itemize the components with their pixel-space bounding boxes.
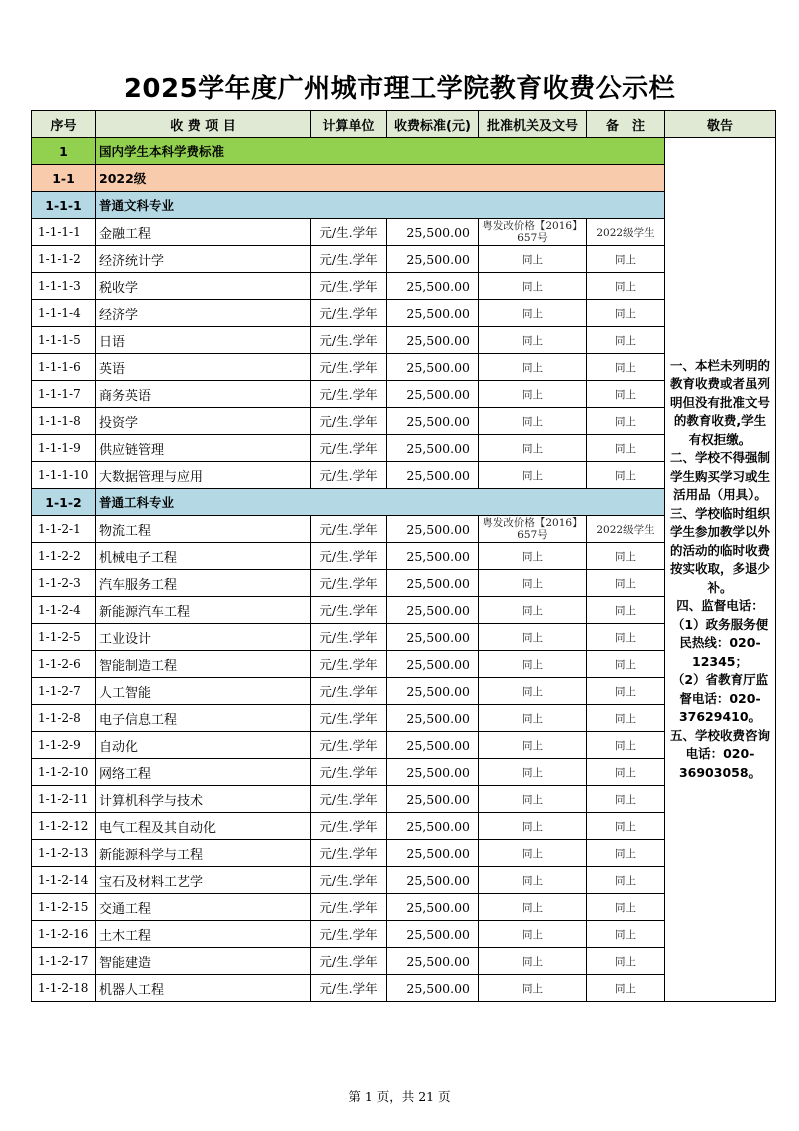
row-number: 1-1-1-6 — [32, 354, 96, 381]
row-unit: 元/生.学年 — [311, 462, 387, 489]
category-no: 1 — [32, 138, 96, 165]
row-item-name: 宝石及材料工艺学 — [96, 867, 311, 894]
table-row — [32, 975, 776, 1002]
table-row — [32, 219, 776, 246]
table-row — [32, 894, 776, 921]
row-unit: 元/生.学年 — [311, 543, 387, 570]
row-number: 1-1-1-2 — [32, 246, 96, 273]
row-remarks: 同上 — [587, 435, 665, 462]
table-row — [32, 543, 776, 570]
row-item-name: 物流工程 — [96, 516, 311, 543]
row-number: 1-1-2-15 — [32, 894, 96, 921]
row-unit: 元/生.学年 — [311, 327, 387, 354]
row-item-name: 电子信息工程 — [96, 705, 311, 732]
header-item: 收 费 项 目 — [96, 111, 311, 138]
row-approval: 粤发改价格【2016】657号 — [479, 516, 587, 543]
row-item-name: 自动化 — [96, 732, 311, 759]
category-row-engineering — [32, 489, 776, 516]
row-number: 1-1-2-16 — [32, 921, 96, 948]
row-remarks: 同上 — [587, 273, 665, 300]
row-unit: 元/生.学年 — [311, 246, 387, 273]
category-row-level2 — [32, 165, 776, 192]
table-row — [32, 732, 776, 759]
row-approval: 同上 — [479, 840, 587, 867]
row-remarks: 同上 — [587, 678, 665, 705]
row-approval: 同上 — [479, 921, 587, 948]
row-approval: 同上 — [479, 624, 587, 651]
table-row — [32, 597, 776, 624]
row-number: 1-1-1-7 — [32, 381, 96, 408]
row-item-name: 机器人工程 — [96, 975, 311, 1002]
row-remarks: 同上 — [587, 381, 665, 408]
notice-line: 四、监督电话： — [676, 598, 764, 614]
row-item-name: 商务英语 — [96, 381, 311, 408]
row-remarks: 同上 — [587, 894, 665, 921]
row-item-name: 人工智能 — [96, 678, 311, 705]
category-no: 1-1-2 — [32, 489, 96, 516]
category-no: 1-1-1 — [32, 192, 96, 219]
row-number: 1-1-2-5 — [32, 624, 96, 651]
category-name: 国内学生本科学费标准 — [96, 138, 665, 165]
row-unit: 元/生.学年 — [311, 867, 387, 894]
notice-line: 三、学校临时组织学生参加教学以外的活动的临时收费按实收取，多退少补。 — [669, 505, 770, 595]
row-approval: 同上 — [479, 786, 587, 813]
row-approval: 同上 — [479, 975, 587, 1002]
row-approval: 同上 — [479, 327, 587, 354]
row-item-name: 土木工程 — [96, 921, 311, 948]
row-number: 1-1-1-3 — [32, 273, 96, 300]
row-unit: 元/生.学年 — [311, 813, 387, 840]
row-remarks: 同上 — [587, 759, 665, 786]
row-number: 1-1-2-6 — [32, 651, 96, 678]
row-remarks: 2022级学生 — [587, 219, 665, 246]
row-approval: 同上 — [479, 867, 587, 894]
header-row — [32, 111, 776, 138]
row-item-name: 智能制造工程 — [96, 651, 311, 678]
row-standard: 25,500.00 — [387, 867, 479, 894]
row-standard: 25,500.00 — [387, 651, 479, 678]
row-standard: 25,500.00 — [387, 624, 479, 651]
row-approval: 同上 — [479, 705, 587, 732]
row-approval: 同上 — [479, 435, 587, 462]
row-item-name: 英语 — [96, 354, 311, 381]
row-standard: 25,500.00 — [387, 543, 479, 570]
row-number: 1-1-2-11 — [32, 786, 96, 813]
table-row — [32, 516, 776, 543]
row-approval: 同上 — [479, 651, 587, 678]
row-remarks: 同上 — [587, 732, 665, 759]
row-item-name: 机械电子工程 — [96, 543, 311, 570]
table-row — [32, 948, 776, 975]
row-standard: 25,500.00 — [387, 327, 479, 354]
row-standard: 25,500.00 — [387, 246, 479, 273]
header-unit: 计算单位 — [311, 111, 387, 138]
row-standard: 25,500.00 — [387, 462, 479, 489]
row-standard: 25,500.00 — [387, 381, 479, 408]
table-row — [32, 840, 776, 867]
row-standard: 25,500.00 — [387, 948, 479, 975]
row-standard: 25,500.00 — [387, 894, 479, 921]
row-unit: 元/生.学年 — [311, 948, 387, 975]
row-approval: 同上 — [479, 273, 587, 300]
row-remarks: 同上 — [587, 786, 665, 813]
row-remarks: 同上 — [587, 705, 665, 732]
row-standard: 25,500.00 — [387, 759, 479, 786]
row-item-name: 电气工程及其自动化 — [96, 813, 311, 840]
row-item-name: 大数据管理与应用 — [96, 462, 311, 489]
row-approval: 同上 — [479, 462, 587, 489]
row-unit: 元/生.学年 — [311, 435, 387, 462]
row-item-name: 日语 — [96, 327, 311, 354]
table-row — [32, 408, 776, 435]
row-remarks: 同上 — [587, 408, 665, 435]
row-standard: 25,500.00 — [387, 786, 479, 813]
row-remarks: 同上 — [587, 813, 665, 840]
row-approval: 同上 — [479, 948, 587, 975]
row-standard: 25,500.00 — [387, 516, 479, 543]
row-remarks: 同上 — [587, 354, 665, 381]
row-standard: 25,500.00 — [387, 273, 479, 300]
row-remarks: 同上 — [587, 597, 665, 624]
row-unit: 元/生.学年 — [311, 921, 387, 948]
table-row — [32, 327, 776, 354]
row-remarks: 同上 — [587, 624, 665, 651]
table-row — [32, 678, 776, 705]
row-item-name: 投资学 — [96, 408, 311, 435]
row-unit: 元/生.学年 — [311, 408, 387, 435]
row-unit: 元/生.学年 — [311, 354, 387, 381]
row-approval: 同上 — [479, 381, 587, 408]
row-item-name: 工业设计 — [96, 624, 311, 651]
table-row — [32, 705, 776, 732]
row-approval: 同上 — [479, 813, 587, 840]
row-unit: 元/生.学年 — [311, 273, 387, 300]
row-remarks: 同上 — [587, 651, 665, 678]
row-approval: 同上 — [479, 570, 587, 597]
row-number: 1-1-2-18 — [32, 975, 96, 1002]
row-number: 1-1-1-8 — [32, 408, 96, 435]
row-number: 1-1-2-12 — [32, 813, 96, 840]
table-row — [32, 921, 776, 948]
row-unit: 元/生.学年 — [311, 570, 387, 597]
row-approval: 同上 — [479, 732, 587, 759]
row-item-name: 网络工程 — [96, 759, 311, 786]
row-standard: 25,500.00 — [387, 300, 479, 327]
row-standard: 25,500.00 — [387, 813, 479, 840]
row-item-name: 税收学 — [96, 273, 311, 300]
row-standard: 25,500.00 — [387, 732, 479, 759]
row-approval: 同上 — [479, 300, 587, 327]
notice-line: （2）省教育厅监督电话：020-37629410。 — [671, 672, 769, 725]
table-row — [32, 570, 776, 597]
row-number: 1-1-1-1 — [32, 219, 96, 246]
row-remarks: 同上 — [587, 327, 665, 354]
row-remarks: 同上 — [587, 921, 665, 948]
row-standard: 25,500.00 — [387, 975, 479, 1002]
row-number: 1-1-2-3 — [32, 570, 96, 597]
row-unit: 元/生.学年 — [311, 219, 387, 246]
row-unit: 元/生.学年 — [311, 516, 387, 543]
table-row — [32, 786, 776, 813]
row-unit: 元/生.学年 — [311, 975, 387, 1002]
header-standard: 收费标准(元) — [387, 111, 479, 138]
table-row — [32, 435, 776, 462]
row-number: 1-1-2-4 — [32, 597, 96, 624]
row-number: 1-1-2-1 — [32, 516, 96, 543]
row-approval: 同上 — [479, 894, 587, 921]
row-standard: 25,500.00 — [387, 678, 479, 705]
row-item-name: 智能建造 — [96, 948, 311, 975]
table-row — [32, 273, 776, 300]
row-item-name: 计算机科学与技术 — [96, 786, 311, 813]
row-number: 1-1-1-5 — [32, 327, 96, 354]
table-row — [32, 624, 776, 651]
table-row — [32, 381, 776, 408]
row-remarks: 同上 — [587, 867, 665, 894]
row-approval: 同上 — [479, 246, 587, 273]
page-footer: 第 1 页，共 21 页 — [348, 1089, 451, 1104]
row-number: 1-1-2-9 — [32, 732, 96, 759]
row-remarks: 同上 — [587, 246, 665, 273]
row-remarks: 同上 — [587, 975, 665, 1002]
table-row — [32, 246, 776, 273]
row-number: 1-1-2-8 — [32, 705, 96, 732]
table-row — [32, 651, 776, 678]
row-number: 1-1-1-10 — [32, 462, 96, 489]
row-unit: 元/生.学年 — [311, 759, 387, 786]
row-standard: 25,500.00 — [387, 840, 479, 867]
row-remarks: 同上 — [587, 300, 665, 327]
row-unit: 元/生.学年 — [311, 300, 387, 327]
row-item-name: 供应链管理 — [96, 435, 311, 462]
row-remarks: 同上 — [587, 570, 665, 597]
row-standard: 25,500.00 — [387, 219, 479, 246]
category-name: 2022级 — [96, 165, 665, 192]
row-item-name: 经济学 — [96, 300, 311, 327]
row-item-name: 汽车服务工程 — [96, 570, 311, 597]
row-remarks: 同上 — [587, 462, 665, 489]
category-row-level1 — [32, 138, 776, 165]
row-unit: 元/生.学年 — [311, 894, 387, 921]
header-no: 序号 — [32, 111, 96, 138]
header-notice: 敬告 — [665, 111, 776, 138]
row-remarks: 2022级学生 — [587, 516, 665, 543]
row-approval: 同上 — [479, 678, 587, 705]
fee-table-body — [32, 138, 776, 1002]
row-number: 1-1-2-2 — [32, 543, 96, 570]
row-unit: 元/生.学年 — [311, 624, 387, 651]
row-standard: 25,500.00 — [387, 570, 479, 597]
row-item-name: 交通工程 — [96, 894, 311, 921]
notice-line: 二、学校不得强制学生购买学习或生活用品（用具）。 — [669, 450, 770, 503]
row-item-name: 新能源汽车工程 — [96, 597, 311, 624]
row-unit: 元/生.学年 — [311, 381, 387, 408]
row-approval: 同上 — [479, 408, 587, 435]
row-standard: 25,500.00 — [387, 435, 479, 462]
row-item-name: 金融工程 — [96, 219, 311, 246]
table-row — [32, 759, 776, 786]
category-row-arts — [32, 192, 776, 219]
row-remarks: 同上 — [587, 840, 665, 867]
page-title: 2025学年度广州城市理工学院教育收费公示栏 — [123, 74, 676, 104]
row-unit: 元/生.学年 — [311, 705, 387, 732]
category-no: 1-1 — [32, 165, 96, 192]
table-row — [32, 462, 776, 489]
row-unit: 元/生.学年 — [311, 678, 387, 705]
row-approval: 同上 — [479, 543, 587, 570]
row-standard: 25,500.00 — [387, 921, 479, 948]
row-unit: 元/生.学年 — [311, 840, 387, 867]
fee-table — [31, 110, 776, 1002]
row-standard: 25,500.00 — [387, 408, 479, 435]
row-approval: 粤发改价格【2016】657号 — [479, 219, 587, 246]
row-unit: 元/生.学年 — [311, 597, 387, 624]
row-unit: 元/生.学年 — [311, 786, 387, 813]
row-standard: 25,500.00 — [387, 705, 479, 732]
row-number: 1-1-2-14 — [32, 867, 96, 894]
table-row — [32, 813, 776, 840]
row-number: 1-1-2-10 — [32, 759, 96, 786]
row-unit: 元/生.学年 — [311, 732, 387, 759]
row-number: 1-1-2-13 — [32, 840, 96, 867]
row-remarks: 同上 — [587, 948, 665, 975]
row-remarks: 同上 — [587, 543, 665, 570]
table-row — [32, 867, 776, 894]
row-number: 1-1-2-17 — [32, 948, 96, 975]
row-number: 1-1-1-4 — [32, 300, 96, 327]
row-unit: 元/生.学年 — [311, 651, 387, 678]
notice-line: 五、学校收费咨询电话：020-36903058。 — [669, 727, 770, 780]
row-item-name: 新能源科学与工程 — [96, 840, 311, 867]
row-approval: 同上 — [479, 759, 587, 786]
notice-panel — [665, 138, 776, 1002]
header-remarks: 备 注 — [587, 111, 665, 138]
row-standard: 25,500.00 — [387, 354, 479, 381]
row-approval: 同上 — [479, 354, 587, 381]
row-number: 1-1-2-7 — [32, 678, 96, 705]
row-item-name: 经济统计学 — [96, 246, 311, 273]
notice-line: （1）政务服务便民热线：020-12345； — [671, 616, 769, 669]
category-name: 普通文科专业 — [96, 192, 665, 219]
notice-line: 一、本栏未列明的教育收费或者虽列明但没有批准文号的教育收费,学生有权拒缴。 — [669, 357, 770, 447]
row-approval: 同上 — [479, 597, 587, 624]
table-row — [32, 354, 776, 381]
row-standard: 25,500.00 — [387, 597, 479, 624]
row-number: 1-1-1-9 — [32, 435, 96, 462]
category-name: 普通工科专业 — [96, 489, 665, 516]
table-row — [32, 300, 776, 327]
header-approval: 批准机关及文号 — [479, 111, 587, 138]
